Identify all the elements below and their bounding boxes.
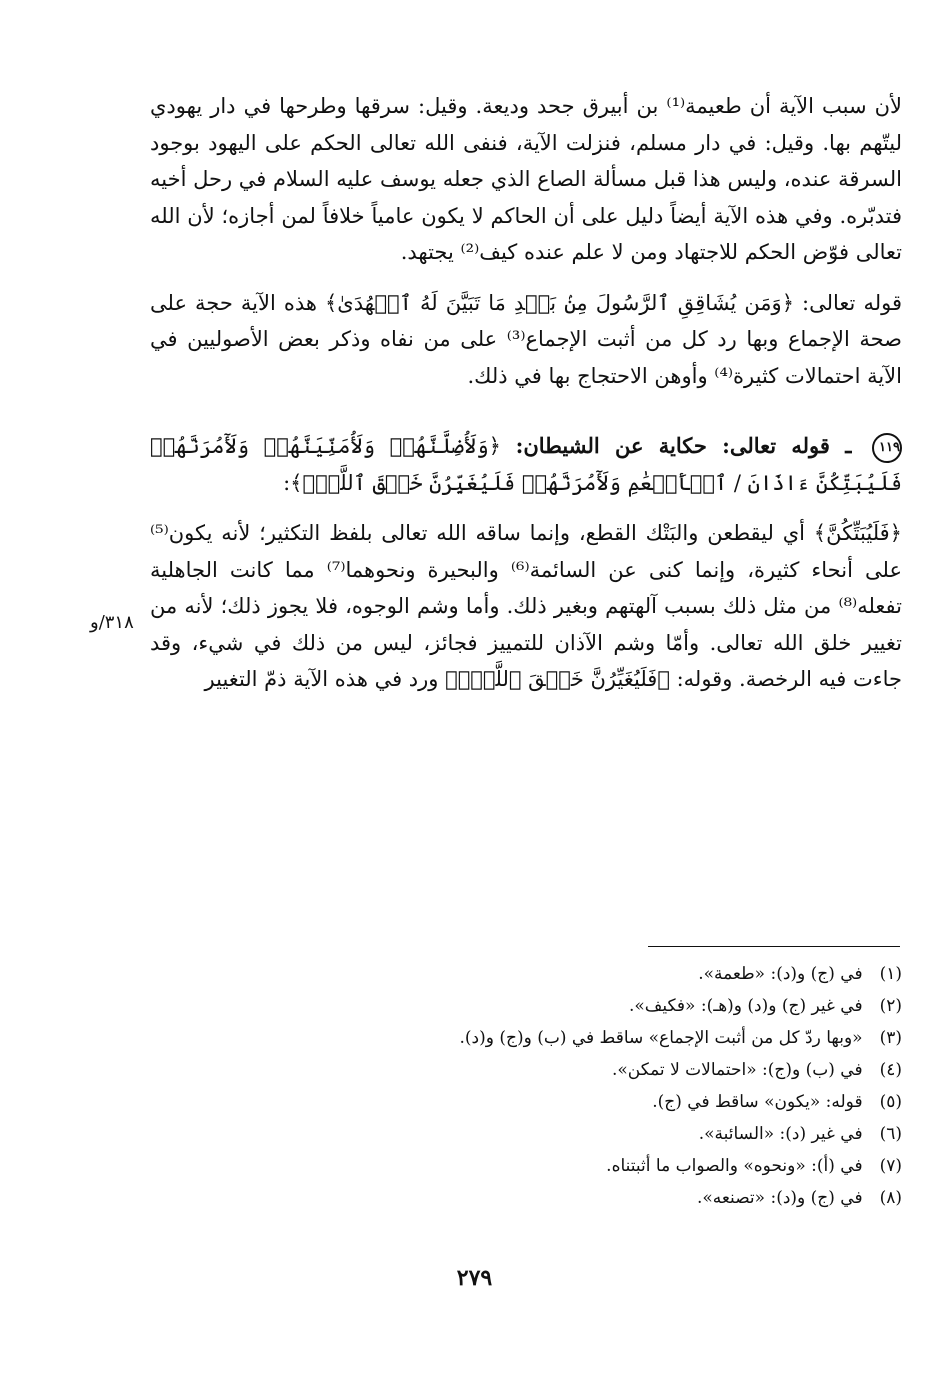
manuscript-folio-marker: ٣١٨/و xyxy=(90,612,134,633)
footnote-item xyxy=(150,1022,902,1054)
footnote-text: في (أ): «ونحوه» والصواب ما أثبتناه. xyxy=(606,1156,863,1176)
footnote-text: في غير (ج) و(د) و(هـ): «فكيف». xyxy=(629,996,863,1016)
footnote-number: (١) xyxy=(879,964,902,984)
footnote-number: (٣) xyxy=(879,1028,902,1048)
footnote-item xyxy=(150,1054,902,1086)
footnote-item xyxy=(150,1182,902,1214)
quran-verse: ﴿وَلَأُضِلَّنَّهُمۡ وَلَأُمَنِّيَنَّهُمۡ وَلَأٓمُرَنَّهُمۡ فَلَيُبَتِّكُنَّ ءَاذَانَ / ٱلۡأَنۡعَٰمِ وَلَأٓمُرَنَّهُمۡ فَلَيُغَيِّرُنَّ خَلۡقَ ٱللَّهِۚ﴾: xyxy=(150,434,902,495)
footnote-text: في (ج) و(د): «طعمة». xyxy=(698,964,863,984)
page-number: ٢٧٩ xyxy=(456,1265,493,1291)
main-text xyxy=(150,88,902,698)
paragraph-3 xyxy=(150,428,902,501)
footnote-item xyxy=(150,958,902,990)
footnote-text: في (ب) و(ج): «احتمالات لا تمكن». xyxy=(611,1060,863,1080)
footnote-item xyxy=(150,990,902,1022)
paragraph-1: لأن سبب الآية أن طعيمة⁽¹⁾ بن أبيرق جحد وديعة. وقيل: سرقها وطرحها في دار يهودي ليتّهم بها. وقيل: في دار مسلم، فنزلت الآية، فنفى الله تعالى الحكم على اليهود بوجود السرقة عنده، وليس هذا قبل مسألة الصاع الذي جعله يوسف عليه السلام في رحل أخيه فتدبّره. وفي هذه الآية أيضاً دليل على أن الحاكم لا يكون عامياً خلافاً لمن أجازه؛ لأن الله تعالى فوّض الحكم للاجتهاد ومن لا علم عنده كيف⁽²⁾ يجتهد. xyxy=(150,94,902,264)
paragraph-2: قوله تعالى: ﴿وَمَن يُشَاقِقِ ٱلرَّسُولَ مِنۢ بَعۡدِ مَا تَبَيَّنَ لَهُ ٱلۡهُدَىٰ﴾ هذه الآية حجة على صحة الإجماع وبها رد كل من أثبت الإجماع⁽³⁾ على من نفاه وذكر بعض الأصوليين في الآية احتمالات كثيرة⁽⁴⁾ وأوهن الاحتجاج بها في ذلك. xyxy=(150,290,902,388)
footnote-number: (٢) xyxy=(879,996,902,1016)
footnote-number: (٦) xyxy=(879,1124,902,1144)
footnote-text: قوله: «يكون» ساقط في (ج). xyxy=(652,1092,863,1112)
footnote-number: (٥) xyxy=(879,1092,902,1112)
paragraph-4: ﴿فَلَيُبَتِّكُنَّ﴾ أي ليقطعن والبَتْك القطع، وإنما ساقه الله تعالى بلفظ التكثير؛ لأنه يكون⁽⁵⁾ على أنحاء كثيرة، وإنما كنى عن السائمة⁽⁶⁾ والبحيرة ونحوهما⁽⁷⁾ مما كانت الجاهلية تفعله⁽⁸⁾ من مثل ذلك بسبب آلهتهم وبغير ذلك. وأما وشم الوجوه، فلا يجوز ذلك؛ لأنه من تغيير خلق الله تعالى. وأمّا وشم الآذان للتمييز فجائز، ليس من ذلك في شيء، وقد جاءت فيه الرخصة. وقوله: ﴿فَلَيُغَيِّرُنَّ خَلۡقَ ٱللَّهِۚ﴾ ورد في هذه الآية ذمّ التغيير xyxy=(150,521,902,691)
footnote-item xyxy=(150,1086,902,1118)
footnote-number: (٧) xyxy=(879,1156,902,1176)
footnotes xyxy=(150,958,902,1214)
section-heading: ـ قوله تعالى: حكاية عن الشيطان: xyxy=(515,433,852,458)
footnote-divider xyxy=(648,946,900,947)
footnote-text: «وبها ردّ كل من أثبت الإجماع» ساقط في (ب) و(ج) و(د). xyxy=(459,1028,863,1048)
footnote-item xyxy=(150,1150,902,1182)
footnote-number: (٤) xyxy=(879,1060,902,1080)
footnote-item xyxy=(150,1118,902,1150)
footnote-text: في غير (د): «السائبة». xyxy=(698,1124,863,1144)
verse-number-badge: ١١٩ xyxy=(872,433,902,463)
footnote-text: في (ج) و(د): «تصنعه». xyxy=(696,1188,863,1208)
footnote-number: (٨) xyxy=(879,1188,902,1208)
